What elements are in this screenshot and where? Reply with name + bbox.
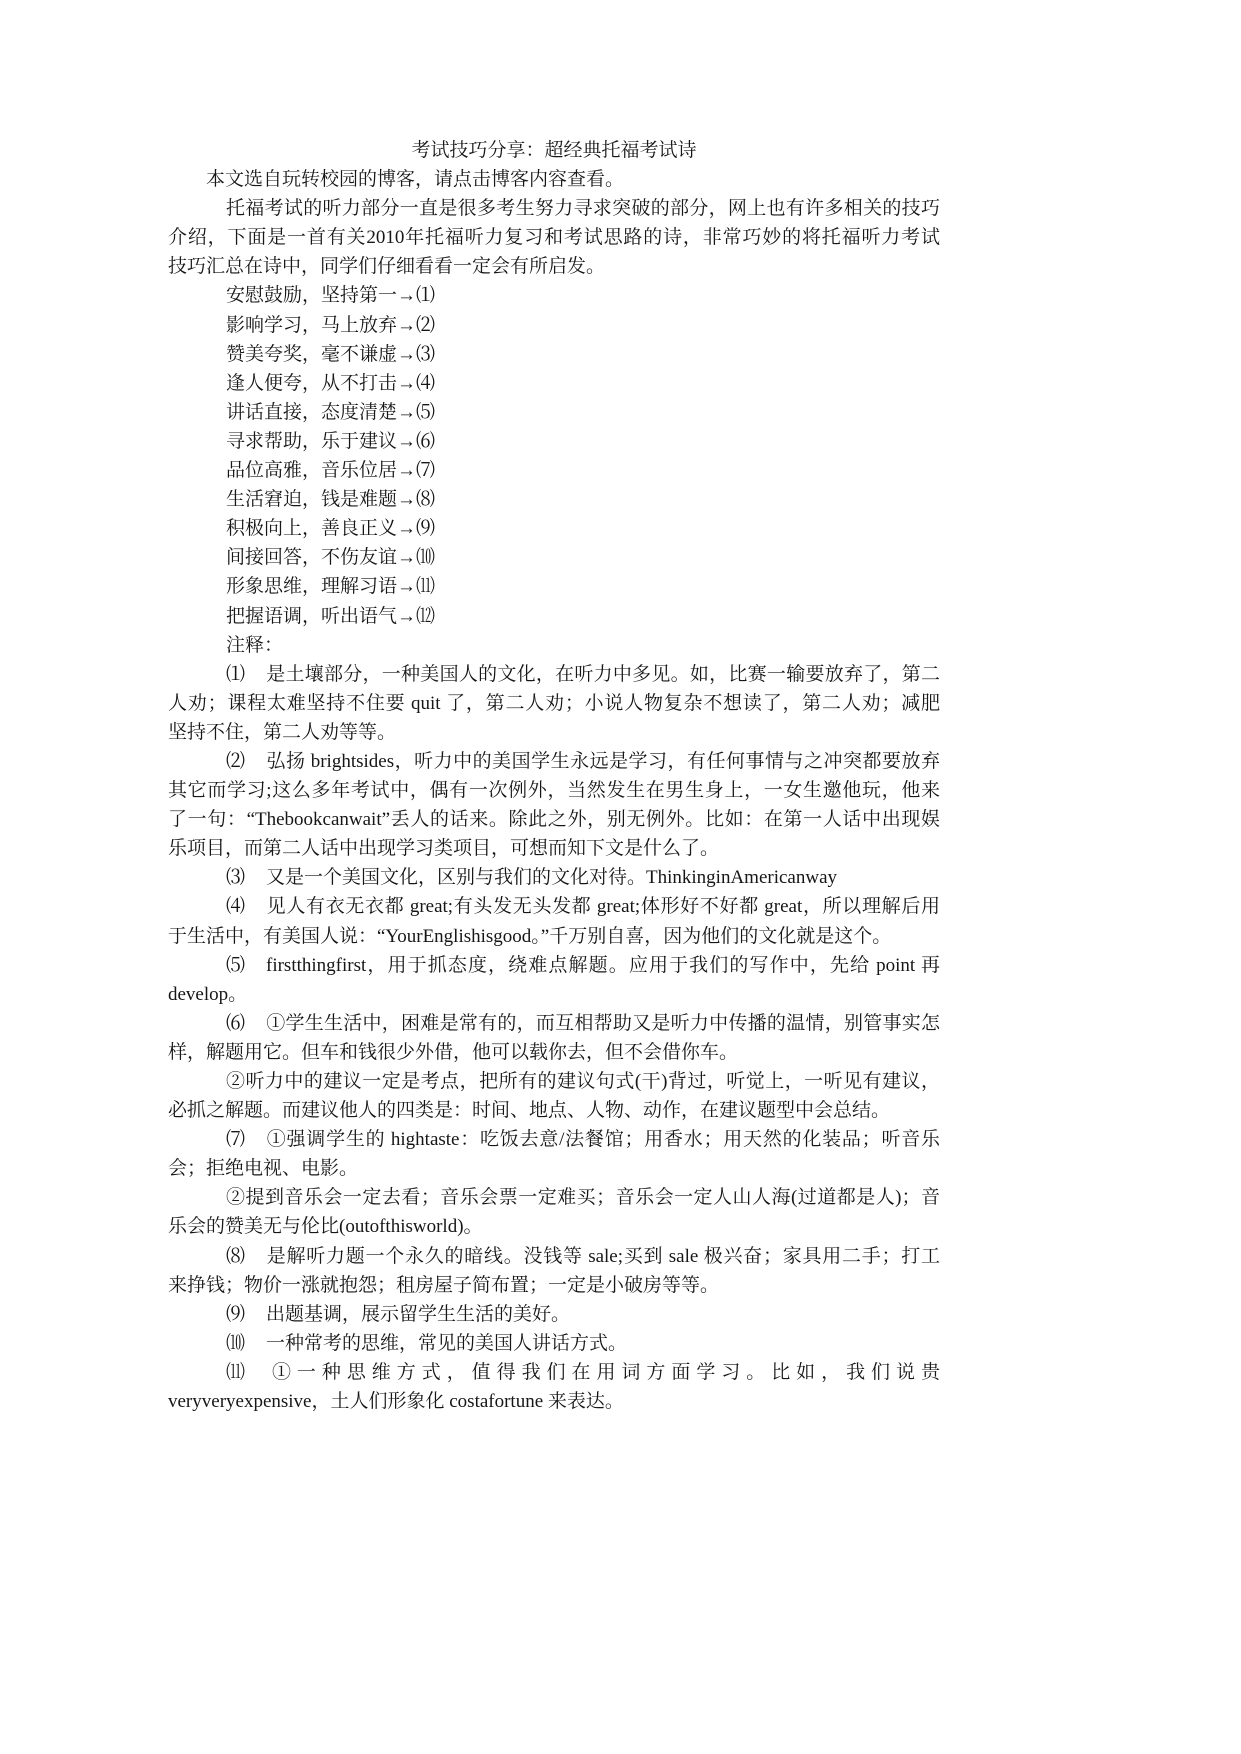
note-line: 坚持不住，第二人劝等等。: [168, 721, 397, 743]
poem-line: 间接回答，不伤友谊→⑽: [226, 547, 436, 569]
poem-line: 生活窘迫，钱是难题→⑻: [226, 489, 436, 511]
note-line: [168, 863, 940, 892]
note-10: [168, 1329, 940, 1358]
note-text: 是解听力题一个永久的暗线。没钱等 sale;买到 sale 极兴奋；家具用二手；打工: [266, 1245, 940, 1267]
note-text: 是土壤部分，一种美国人的文化，在听力中多见。如，比赛一输要放弃了，第二: [266, 663, 940, 685]
note-line: ②听力中的建议一定是考点，把所有的建议句式(干)背过，听觉上，一听见有建议，: [226, 1071, 940, 1092]
note-marker: ⑵: [226, 750, 246, 772]
note-line: 来挣钱；物价一涨就抱怨；租房屋子简布置；一定是小破房等等。: [168, 1274, 720, 1296]
document-title: 考试技巧分享：超经典托福考试诗: [411, 140, 697, 161]
note-marker: ⑹: [226, 1012, 246, 1034]
poem-line: 把握语调，听出语气→⑿: [226, 605, 436, 627]
note-4: [168, 892, 940, 950]
note-marker: ⑺: [226, 1129, 246, 1151]
poem-line: 形象思维，理解习语→⑾: [226, 576, 436, 598]
poem-line: 逢人便夸，从不打击→⑷: [226, 372, 436, 394]
note-2: [168, 747, 940, 863]
note-marker: ⑴: [226, 663, 246, 685]
note-line: [168, 1300, 940, 1329]
poem-line: 积极向上，善良正义→⑼: [226, 518, 436, 540]
note-11: [168, 1358, 940, 1416]
note-9: [168, 1300, 940, 1329]
note-7: [168, 1125, 940, 1183]
note-line: [168, 1329, 940, 1358]
note-marker: ⑶: [226, 867, 246, 889]
poem: [168, 281, 940, 630]
note-8: [168, 1242, 940, 1300]
note-line: [168, 1125, 940, 1154]
note-marker: ⑻: [226, 1245, 246, 1267]
note-text: ①强调学生的 hightaste：吃饭去意/法餐馆；用香水；用天然的化装品；听音乐: [266, 1129, 940, 1151]
note-line: 必抓之解题。而建议他人的四类是：时间、地点、人物、动作，在建议题型中会总结。: [168, 1100, 891, 1122]
note-line: 乐会的赞美无与伦比(outofthisworld)。: [168, 1216, 483, 1238]
note-6-subparagraph: [168, 1067, 940, 1125]
note-line: ②提到音乐会一定去看；音乐会票一定难买；音乐会一定人山人海(过道都是人)；音: [226, 1187, 940, 1209]
note-line: 会；拒绝电视、电影。: [168, 1158, 359, 1180]
note-6: [168, 1009, 940, 1067]
note-text: 见人有衣无衣都 great;有头发无头发都 great;体形好不好都 great，所以理解后用: [266, 896, 940, 918]
note-line: 了一句：“Thebookcanwait”丢人的话来。除此之外，别无例外。比如：在第一人话中出现娱: [168, 809, 940, 831]
intro-line: 本文选自玩转校园的博客，请点击博客内容查看。: [206, 169, 625, 191]
poem-line: 寻求帮助，乐于建议→⑹: [226, 430, 436, 452]
note-text: 出题基调，展示留学生生活的美好。: [266, 1303, 571, 1325]
note-7-subparagraph: [168, 1183, 940, 1241]
intro-paragraph: [168, 194, 940, 281]
note-marker: ⑸: [226, 954, 246, 976]
paragraph-line: 介绍，下面是一首有关2010年托福听力复习和考试思路的诗，非常巧妙的将托福听力考试: [168, 227, 940, 249]
note-text: 弘扬 brightsides，听力中的美国学生永远是学习，有任何事情与之冲突都要放弃: [266, 750, 940, 772]
note-line: [168, 1009, 940, 1038]
note-1: [168, 660, 940, 747]
note-line: 人劝；课程太难坚持不住要 quit 了，第二人劝；小说人物复杂不想读了，第二人劝；减肥: [168, 692, 940, 714]
note-line: 于生活中，有美国人说：“YourEnglishisgood。”千万别自喜，因为他们的文化就是这个。: [168, 925, 892, 947]
note-marker: ⑷: [226, 896, 246, 918]
poem-line: 影响学习，马上放弃→⑵: [226, 314, 436, 336]
poem-line: 品位高雅，音乐位居→⑺: [226, 460, 436, 482]
note-marker: ⑾: [226, 1361, 246, 1383]
note-line: [168, 892, 940, 921]
note-marker: ⑼: [226, 1303, 246, 1325]
note-line: develop。: [168, 983, 248, 1005]
note-text: 一种常考的思维，常见的美国人讲话方式。: [266, 1332, 628, 1354]
note-text: 又是一个美国文化，区别与我们的文化对待。ThinkinginAmericanway: [266, 867, 838, 889]
note-3: [168, 863, 940, 892]
note-text: firstthingfirst，用于抓态度，绕难点解题。应用于我们的写作中，先给 point 再: [266, 954, 940, 976]
note-line: [168, 1358, 940, 1387]
note-line: [168, 1242, 940, 1271]
note-line: [168, 660, 940, 689]
document-body: [168, 136, 940, 1416]
paragraph-line: 托福考试的听力部分一直是很多考生努力寻求突破的部分，网上也有许多相关的技巧: [226, 198, 940, 220]
note-line: [168, 747, 940, 776]
note-text: ①一种思维方式，值得我们在用词方面学习。比如，我们说贵: [266, 1361, 940, 1383]
note-line: 样，解题用它。但车和钱很少外借，他可以载你去，但不会借你车。: [168, 1041, 739, 1063]
poem-line: 赞美夸奖，毫不谦虚→⑶: [226, 343, 436, 365]
note-line: 其它而学习;这么多年考试中，偶有一次例外，当然发生在男生身上，一女生邀他玩，他来: [168, 780, 940, 802]
note-marker: ⑽: [226, 1332, 246, 1354]
note-line: 乐项目，而第二人话中出现学习类项目，可想而知下文是什么了。: [168, 838, 720, 860]
paragraph-line: 技巧汇总在诗中，同学们仔细看看一定会有所启发。: [168, 256, 606, 278]
poem-line: 安慰鼓励，坚持第一→⑴: [226, 285, 436, 307]
note-line: veryveryexpensive，土人们形象化 costafortune 来表达。: [168, 1391, 624, 1413]
note-5: [168, 951, 940, 1009]
note-text: ①学生生活中，困难是常有的，而互相帮助又是听力中传播的温情，别管事实怎: [266, 1012, 940, 1034]
poem-line: 讲话直接，态度清楚→⑸: [226, 401, 436, 423]
notes-heading: 注释：: [226, 634, 284, 656]
note-line: [168, 951, 940, 980]
